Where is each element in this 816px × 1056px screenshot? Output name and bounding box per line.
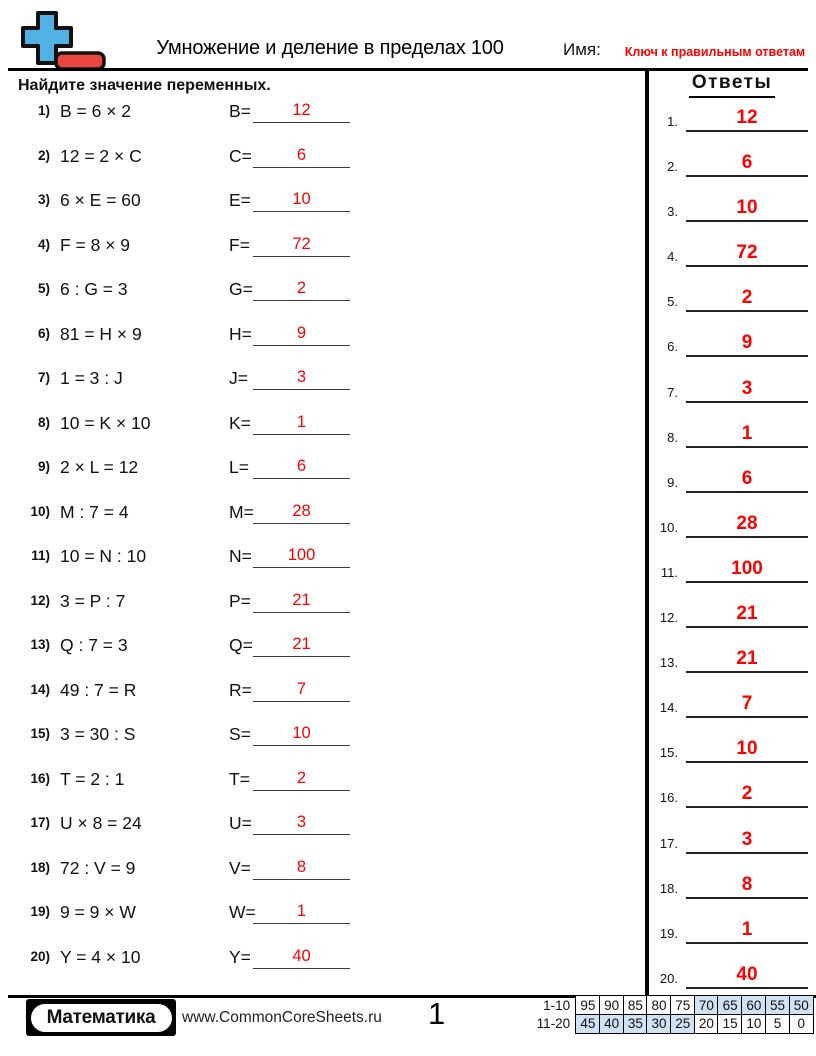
answer-key-value: 10 — [736, 738, 758, 760]
answers-list — [648, 90, 816, 992]
brand-logo — [18, 10, 110, 77]
answer-value: 40 — [292, 946, 311, 965]
score-cell: 70 — [694, 995, 720, 1016]
answer-blank — [253, 629, 350, 657]
problem-row — [0, 669, 640, 714]
score-cell: 0 — [789, 1014, 815, 1035]
page-number: 1 — [428, 996, 446, 1031]
answer-key-value: 3 — [741, 828, 753, 850]
problem-row — [0, 357, 640, 402]
answer-number: 14. — [659, 700, 678, 716]
answer-blank — [253, 585, 350, 613]
answer-blank — [253, 807, 350, 835]
grading-row-1-cells — [575, 995, 814, 1016]
problem-number: 4) — [37, 236, 50, 252]
answer-number: 13. — [659, 655, 678, 671]
answer-number: 17. — [659, 835, 678, 851]
answer-value: 8 — [296, 857, 307, 876]
answer-row — [648, 947, 816, 992]
brand-badge — [26, 999, 176, 1036]
answer-row — [648, 857, 816, 902]
answer-line — [686, 511, 808, 538]
brand-name: Математика — [29, 1002, 174, 1034]
answer-line — [686, 466, 808, 493]
problem-row — [0, 802, 640, 847]
answer-blank — [253, 496, 350, 524]
problem-row — [0, 402, 640, 447]
variable-label: H= — [229, 323, 252, 344]
problem-number: 1) — [37, 103, 50, 118]
grading-row-1-label: 1-10 — [543, 997, 571, 1013]
answer-number: 20. — [659, 970, 678, 986]
variable-label: N= — [229, 546, 252, 567]
website-url: www.CommonCoreSheets.ru — [182, 1009, 382, 1026]
answer-key-value: 100 — [731, 557, 763, 579]
grading-row-2 — [525, 1014, 814, 1035]
score-cell: 10 — [741, 1014, 767, 1035]
answer-value: 7 — [296, 679, 307, 698]
problem-row — [0, 713, 640, 758]
answer-key-value: 2 — [741, 287, 753, 309]
minus-icon — [56, 53, 104, 69]
answer-row — [648, 676, 816, 721]
score-cell: 75 — [670, 995, 696, 1016]
header-divider — [8, 68, 808, 71]
answer-key-value: 7 — [741, 693, 753, 715]
problem-equation: 6 × E = 60 — [60, 190, 141, 211]
score-cell: 55 — [765, 995, 791, 1016]
score-cell: 65 — [717, 995, 743, 1016]
variable-label: G= — [229, 279, 253, 300]
answer-value: 6 — [296, 457, 307, 476]
problem-number: 17) — [30, 815, 50, 831]
problem-row — [0, 268, 640, 313]
answer-key-value: 40 — [736, 963, 758, 985]
answer-blank — [253, 407, 350, 435]
answer-line — [686, 240, 808, 267]
variable-label: F= — [229, 234, 250, 255]
problem-row — [0, 224, 640, 269]
variable-label: S= — [229, 724, 251, 745]
problem-equation: Y = 4 × 10 — [60, 946, 141, 967]
problem-equation: F = 8 × 9 — [60, 234, 131, 255]
problem-number: 12) — [30, 592, 50, 608]
problem-row — [0, 491, 640, 536]
answer-key-label: Ключ к правильным ответам — [624, 45, 806, 59]
problem-equation: 3 = P : 7 — [60, 590, 126, 611]
answer-line — [686, 872, 808, 899]
answer-key-value: 1 — [741, 918, 753, 940]
variable-label: P= — [229, 590, 251, 611]
answer-number: 6. — [667, 339, 678, 355]
score-cell: 50 — [789, 995, 815, 1016]
score-cell: 90 — [599, 995, 625, 1016]
problem-equation: 49 : 7 = R — [60, 679, 137, 700]
answer-row — [648, 631, 816, 676]
answer-number: 15. — [659, 745, 678, 761]
answers-panel-title: Ответы — [689, 72, 775, 98]
answer-key-value: 2 — [741, 783, 753, 805]
problem-number: 2) — [37, 147, 50, 163]
answer-row — [648, 586, 816, 631]
answer-key-value: 8 — [741, 873, 753, 895]
problem-equation: 9 = 9 × W — [60, 902, 136, 923]
score-cell: 30 — [646, 1014, 672, 1035]
answer-line — [686, 150, 808, 177]
variable-label: W= — [229, 902, 256, 923]
answer-number: 7. — [667, 384, 678, 400]
variable-label: T= — [229, 768, 250, 789]
problem-row — [0, 624, 640, 669]
score-cell: 45 — [575, 1014, 601, 1035]
answer-line — [686, 646, 808, 673]
score-cell: 35 — [623, 1014, 649, 1035]
problem-number: 8) — [37, 414, 50, 430]
problem-row — [0, 535, 640, 580]
answer-number: 2. — [667, 159, 678, 175]
answer-key-value: 72 — [736, 242, 758, 264]
answer-number: 12. — [659, 610, 678, 626]
answer-blank — [253, 896, 350, 924]
answer-blank — [253, 362, 350, 390]
answer-number: 3. — [667, 204, 678, 220]
problem-row — [0, 847, 640, 892]
variable-label: B= — [229, 101, 251, 121]
problem-number: 19) — [30, 904, 50, 920]
answer-value: 1 — [296, 412, 307, 431]
problem-row — [0, 758, 640, 803]
score-cell: 25 — [670, 1014, 696, 1035]
answer-value: 12 — [292, 101, 311, 119]
answer-value: 6 — [296, 145, 307, 164]
answer-line — [686, 285, 808, 312]
score-cell: 85 — [623, 995, 649, 1016]
answer-row — [648, 812, 816, 857]
answer-blank — [253, 451, 350, 479]
answer-number: 11. — [660, 564, 678, 580]
problem-equation: 3 = 30 : S — [60, 724, 136, 745]
answer-key-value: 21 — [736, 648, 758, 670]
variable-label: C= — [229, 145, 252, 166]
problem-number: 10) — [30, 503, 50, 519]
problem-number: 5) — [37, 281, 50, 297]
variable-label: V= — [229, 857, 251, 878]
answer-line — [686, 827, 808, 854]
problem-equation: 72 : V = 9 — [60, 857, 136, 878]
problem-row — [0, 179, 640, 224]
answer-number: 4. — [667, 249, 678, 265]
score-cell: 40 — [599, 1014, 625, 1035]
answer-line — [686, 376, 808, 403]
answer-blank — [253, 273, 350, 301]
answer-line — [686, 330, 808, 357]
variable-label: U= — [229, 813, 252, 834]
answer-row — [648, 406, 816, 451]
answer-number: 5. — [667, 294, 678, 310]
answer-key-value: 10 — [736, 197, 758, 219]
problem-number: 16) — [30, 770, 50, 786]
answer-value: 100 — [287, 546, 316, 565]
problem-row — [0, 313, 640, 358]
problem-equation: U × 8 = 24 — [60, 813, 142, 834]
problem-number: 18) — [30, 859, 50, 875]
name-label: Имя: — [563, 40, 601, 59]
answer-value: 3 — [296, 368, 307, 387]
answer-blank — [253, 95, 350, 123]
answer-value: 21 — [292, 635, 311, 654]
variable-label: K= — [229, 412, 251, 433]
problem-number: 13) — [30, 637, 50, 653]
answer-line — [686, 962, 808, 989]
answer-row — [648, 496, 816, 541]
answer-line — [686, 195, 808, 222]
page-title: Умножение и деление в пределах 100 — [156, 37, 504, 59]
problem-row — [0, 580, 640, 625]
answer-row — [648, 451, 816, 496]
answer-row — [648, 135, 816, 180]
score-cell: 20 — [694, 1014, 720, 1035]
answer-blank — [253, 229, 350, 257]
score-cell: 60 — [741, 995, 767, 1016]
problem-number: 20) — [30, 948, 50, 964]
answer-value: 1 — [296, 902, 307, 921]
answer-number: 10. — [659, 519, 678, 535]
variable-label: Y= — [229, 946, 251, 967]
problem-row — [0, 936, 640, 981]
score-cell: 15 — [717, 1014, 743, 1035]
problem-equation: 81 = H × 9 — [60, 323, 142, 344]
problem-row — [0, 446, 640, 491]
answer-value: 28 — [292, 501, 311, 520]
answer-blank — [253, 941, 350, 969]
answer-value: 2 — [296, 279, 307, 298]
problem-number: 7) — [37, 370, 50, 386]
answer-number: 9. — [667, 474, 678, 490]
answer-number: 18. — [659, 880, 678, 896]
problem-number: 6) — [37, 325, 50, 341]
answer-key-value: 12 — [736, 107, 758, 128]
grading-table — [525, 995, 814, 1034]
problem-row — [0, 891, 640, 936]
problem-equation: 10 = N : 10 — [60, 546, 147, 567]
answer-blank — [253, 140, 350, 168]
problem-number: 15) — [30, 726, 50, 742]
answer-blank — [253, 763, 350, 791]
answer-line — [686, 556, 808, 583]
answer-value: 10 — [292, 190, 311, 209]
problem-equation: 12 = 2 × C — [60, 145, 142, 166]
answer-row — [648, 541, 816, 586]
plus-minus-icon — [18, 10, 110, 72]
variable-label: L= — [229, 457, 249, 478]
answer-row — [648, 225, 816, 270]
answer-key-value: 1 — [741, 422, 753, 444]
answer-number: 19. — [659, 925, 678, 941]
score-cell: 95 — [575, 995, 601, 1016]
problem-equation: 10 = K × 10 — [60, 412, 151, 433]
grading-row-2-label: 11-20 — [536, 1016, 571, 1032]
answer-value: 72 — [292, 234, 311, 253]
answer-blank — [253, 718, 350, 746]
answer-line — [686, 736, 808, 763]
variable-label: J= — [229, 368, 248, 389]
score-cell: 5 — [765, 1014, 791, 1035]
answer-blank — [253, 540, 350, 568]
answer-key-value: 21 — [736, 603, 758, 625]
answer-row — [648, 721, 816, 766]
answer-key-value: 28 — [736, 512, 758, 534]
answer-key-value: 6 — [741, 152, 753, 174]
answer-row — [648, 361, 816, 406]
problem-number: 14) — [30, 681, 50, 697]
answer-blank — [253, 674, 350, 702]
answer-value: 10 — [292, 724, 311, 743]
answer-row — [648, 766, 816, 811]
answer-key-value: 6 — [741, 467, 753, 489]
problem-row — [0, 135, 640, 180]
grading-row-2-cells — [575, 1014, 814, 1035]
answer-line — [686, 691, 808, 718]
problems-list — [0, 90, 640, 980]
answer-value: 9 — [296, 323, 307, 342]
answer-number: 8. — [667, 429, 678, 445]
answer-row — [648, 270, 816, 315]
grading-row-1 — [525, 995, 814, 1016]
problem-equation: 2 × L = 12 — [60, 457, 139, 478]
answer-blank — [253, 184, 350, 212]
answer-value: 2 — [296, 768, 307, 787]
variable-label: E= — [229, 190, 251, 211]
problem-equation: Q : 7 = 3 — [60, 635, 128, 656]
answer-blank — [253, 318, 350, 346]
answer-key-value: 3 — [741, 377, 753, 399]
answer-line — [686, 601, 808, 628]
answer-row — [648, 902, 816, 947]
answer-row — [648, 180, 816, 225]
answer-line — [686, 781, 808, 808]
instructions: Найдите значение переменных. — [18, 77, 271, 94]
variable-label: M= — [229, 501, 254, 522]
variable-label: R= — [229, 679, 252, 700]
problem-equation: 1 = 3 : J — [60, 368, 123, 389]
problem-equation: 6 : G = 3 — [60, 279, 128, 300]
answer-number: 16. — [659, 790, 678, 806]
problem-equation: T = 2 : 1 — [60, 768, 125, 789]
answer-number: 1. — [667, 114, 678, 129]
problem-number: 11) — [31, 548, 50, 564]
problem-number: 9) — [37, 459, 50, 475]
answer-line — [686, 421, 808, 448]
problem-row — [0, 90, 640, 135]
answer-value: 3 — [296, 813, 307, 832]
problem-equation: M : 7 = 4 — [60, 501, 129, 522]
answer-blank — [253, 852, 350, 880]
answer-line — [686, 917, 808, 944]
problem-equation: B = 6 × 2 — [60, 101, 132, 121]
answer-line — [686, 105, 808, 132]
answer-row — [648, 90, 816, 135]
problem-number: 3) — [37, 192, 50, 208]
answer-key-value: 9 — [741, 332, 753, 354]
answer-row — [648, 315, 816, 360]
score-cell: 80 — [646, 995, 672, 1016]
answer-value: 21 — [292, 590, 311, 609]
variable-label: Q= — [229, 635, 253, 656]
